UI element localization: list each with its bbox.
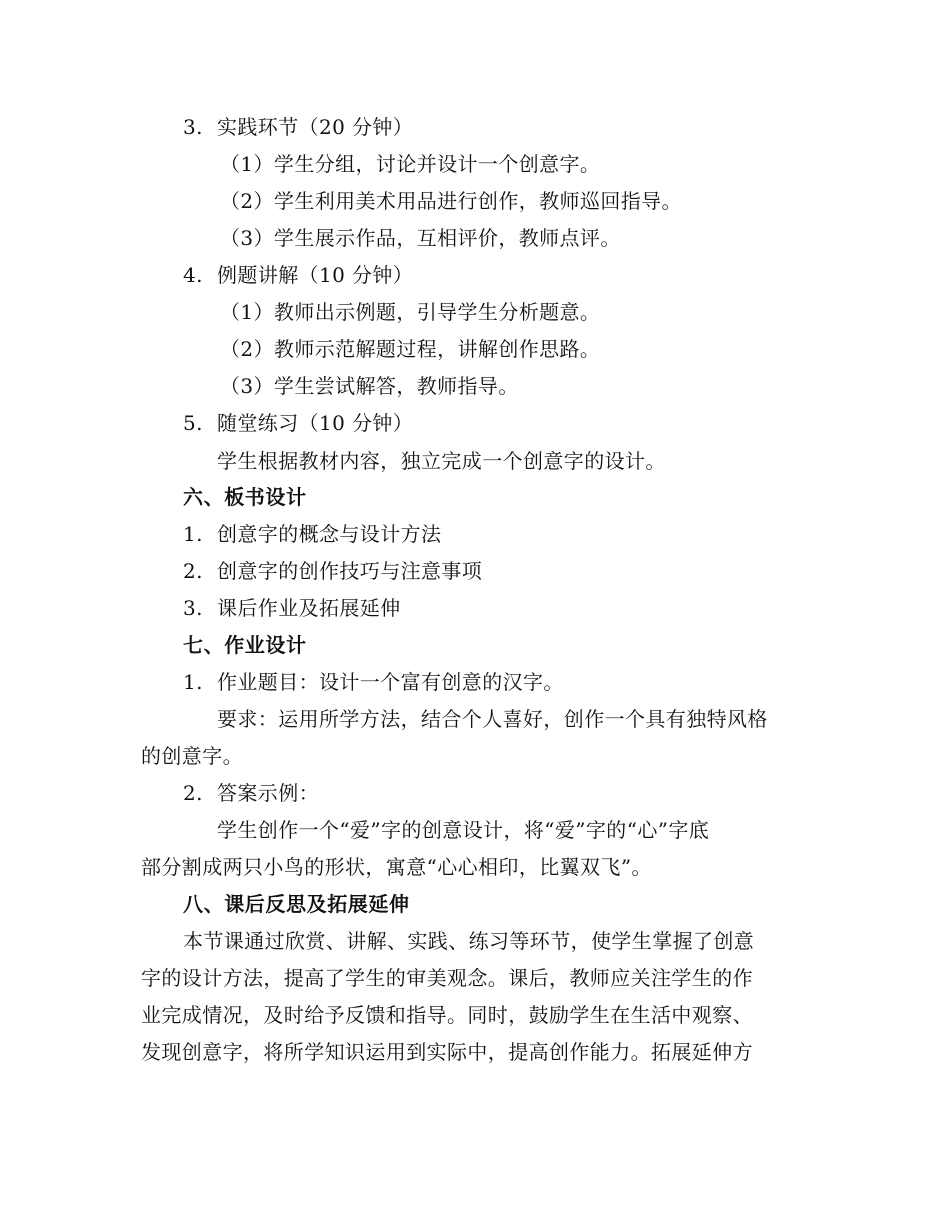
- reflection-paragraph-line: 发现创意字，将所学知识运用到实际中，提高创作能力。拓展延伸方: [141, 1040, 753, 1064]
- homework-item: 2. 答案示例：: [183, 781, 319, 805]
- practice-section-title: 3. 实践环节（20 分钟）: [183, 115, 414, 139]
- homework-heading: 七、作业设计: [183, 633, 307, 657]
- example-item: （2）教师示范解题过程，讲解创作思路。: [220, 337, 601, 361]
- homework-requirement: 的创意字。: [141, 744, 243, 768]
- board-item: 2. 创意字的创作技巧与注意事项: [183, 559, 483, 583]
- reflection-heading: 八、课后反思及拓展延伸: [183, 892, 410, 916]
- example-item: （1）教师出示例题，引导学生分析题意。: [220, 300, 601, 324]
- practice-item: （3）学生展示作品，互相评价，教师点评。: [220, 226, 621, 250]
- practice-item: （2）学生利用美术用品进行创作，教师巡回指导。: [220, 189, 682, 213]
- practice-item: （1）学生分组，讨论并设计一个创意字。: [220, 152, 601, 176]
- reflection-paragraph-line: 本节课通过欣赏、讲解、实践、练习等环节，使学生掌握了创意: [183, 929, 755, 953]
- reflection-paragraph-line: 业完成情况，及时给予反馈和指导。同时，鼓励学生在生活中观察、: [141, 1003, 753, 1027]
- homework-answer: 学生创作一个“爱”字的创意设计，将“爱”字的“心”字底: [217, 818, 710, 842]
- board-item: 1. 创意字的概念与设计方法: [183, 522, 442, 546]
- board-item: 3. 课后作业及拓展延伸: [183, 596, 401, 620]
- exercise-section-title: 5. 随堂练习（10 分钟）: [183, 411, 414, 435]
- exercise-text: 学生根据教材内容，独立完成一个创意字的设计。: [217, 449, 666, 473]
- homework-answer: 部分割成两只小鸟的形状，寓意“心心相印，比翼双飞”。: [141, 855, 652, 879]
- example-item: （3）学生尝试解答，教师指导。: [220, 374, 519, 398]
- homework-item: 1. 作业题目：设计一个富有创意的汉字。: [183, 670, 564, 694]
- example-section-title: 4. 例题讲解（10 分钟）: [183, 263, 414, 287]
- board-heading: 六、板书设计: [183, 485, 307, 509]
- reflection-paragraph-line: 字的设计方法，提高了学生的审美观念。课后，教师应关注学生的作: [141, 966, 753, 990]
- homework-requirement: 要求：运用所学方法，结合个人喜好，创作一个具有独特风格: [217, 707, 768, 731]
